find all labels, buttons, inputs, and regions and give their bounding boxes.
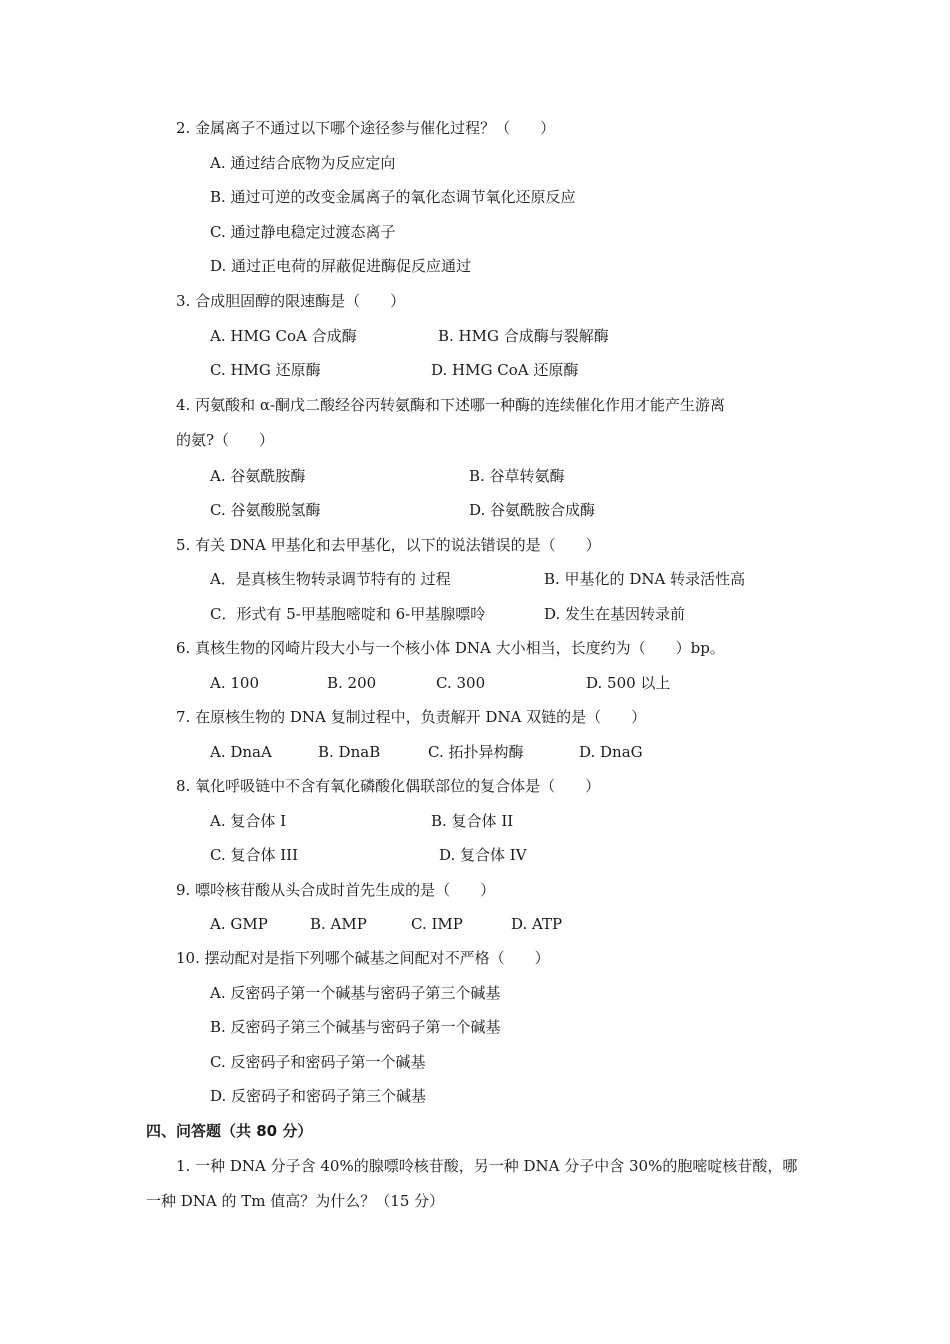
question-7-option-b: B. DnaB bbox=[318, 743, 381, 761]
question-10-option-c: C. 反密码子和密码子第一个碱基 bbox=[210, 1053, 426, 1071]
question-6-option-d: D. 500 以上 bbox=[586, 674, 671, 692]
question-9-options-row bbox=[210, 914, 770, 934]
question-3-stem: 3. 合成胆固醇的限速酶是（ ） bbox=[176, 292, 406, 310]
question-2-option-d: D. 通过正电荷的屏蔽促进酶促反应通过 bbox=[210, 257, 472, 275]
question-8-options-row-1 bbox=[210, 811, 770, 831]
question-8-option-c: C. 复合体 III bbox=[210, 846, 299, 864]
question-6-option-c: C. 300 bbox=[436, 674, 486, 692]
question-7-option-a: A. DnaA bbox=[210, 743, 272, 761]
question-4-options-row-1 bbox=[210, 466, 810, 486]
question-8-option-b: B. 复合体 II bbox=[431, 812, 514, 830]
question-8-options-row-2 bbox=[210, 845, 770, 865]
question-9-option-d: D. ATP bbox=[511, 915, 563, 933]
question-7-options-row bbox=[210, 742, 770, 762]
question-3-option-a: A. HMG CoA 合成酶 bbox=[210, 327, 357, 345]
question-4-option-c: C. 谷氨酸脱氢酶 bbox=[210, 501, 321, 519]
question-4-option-d: D. 谷氨酰胺合成酶 bbox=[469, 501, 596, 519]
question-4-stem-continued: 的氨?（ ） bbox=[176, 431, 275, 449]
question-5-option-a: A．是真核生物转录调节特有的 过程 bbox=[210, 570, 451, 588]
question-9-option-b: B. AMP bbox=[310, 915, 367, 933]
question-9-option-c: C. IMP bbox=[411, 915, 463, 933]
question-7-option-d: D. DnaG bbox=[579, 743, 643, 761]
question-6-options-row bbox=[210, 673, 770, 693]
question-2-option-b: B. 通过可逆的改变金属离子的氧化态调节氧化还原反应 bbox=[210, 188, 576, 206]
question-9-option-a: A. GMP bbox=[210, 915, 268, 933]
question-10-option-b: B. 反密码子第三个碱基与密码子第一个碱基 bbox=[210, 1018, 501, 1036]
question-2-option-c: C. 通过静电稳定过渡态离子 bbox=[210, 223, 396, 241]
question-6-option-a: A. 100 bbox=[210, 674, 259, 692]
question-10-option-a: A. 反密码子第一个碱基与密码子第三个碱基 bbox=[210, 984, 501, 1002]
question-4-option-b: B. 谷草转氨酶 bbox=[469, 467, 565, 485]
question-2-option-a: A. 通过结合底物为反应定向 bbox=[210, 154, 396, 172]
question-3-option-b: B. HMG 合成酶与裂解酶 bbox=[438, 327, 609, 345]
question-5-stem: 5. 有关 DNA 甲基化和去甲基化，以下的说法错误的是（ ） bbox=[176, 536, 601, 554]
question-10-stem: 10. 摆动配对是指下列哪个碱基之间配对不严格（ ） bbox=[176, 949, 550, 967]
question-3-option-c: C. HMG 还原酶 bbox=[210, 361, 321, 379]
question-8-stem: 8. 氧化呼吸链中不含有氧化磷酸化偶联部位的复合体是（ ） bbox=[176, 777, 601, 795]
section-4-question-1: 1. 一种 DNA 分子含 40%的腺嘌呤核苷酸，另一种 DNA 分子中含 30%的胞嘧啶核苷酸，哪 bbox=[176, 1157, 798, 1175]
question-2-stem: 2. 金属离子不通过以下哪个途径参与催化过程？（ ） bbox=[176, 119, 556, 137]
question-6-stem: 6. 真核生物的冈崎片段大小与一个核小体 DNA 大小相当，长度约为（ ）bp。 bbox=[176, 639, 725, 657]
question-5-option-c: C．形式有 5-甲基胞嘧啶和 6-甲基腺嘌呤 bbox=[210, 605, 486, 623]
question-4-options-row-2 bbox=[210, 500, 810, 520]
question-3-options-row-2 bbox=[210, 360, 770, 380]
question-9-stem: 9. 嘌呤核苷酸从头合成时首先生成的是（ ） bbox=[176, 881, 496, 899]
question-3-option-d: D. HMG CoA 还原酶 bbox=[431, 361, 579, 379]
question-8-option-d: D. 复合体 IV bbox=[439, 846, 527, 864]
question-8-option-a: A. 复合体 I bbox=[210, 812, 287, 830]
section-4-question-1-continued: 一种 DNA 的 Tm 值高？为什么？（15 分） bbox=[146, 1192, 445, 1210]
question-5-options-row-1 bbox=[210, 569, 810, 589]
question-6-option-b: B. 200 bbox=[327, 674, 377, 692]
question-3-options-row-1 bbox=[210, 326, 770, 346]
question-7-option-c: C. 拓扑异构酶 bbox=[428, 743, 524, 761]
question-4-stem: 4. 丙氨酸和 α-酮戊二酸经谷丙转氨酶和下述哪一种酶的连续催化作用才能产生游离 bbox=[176, 396, 726, 414]
section-4-title: 四、问答题（共 80 分） bbox=[146, 1122, 313, 1140]
question-10-option-d: D. 反密码子和密码子第三个碱基 bbox=[210, 1087, 427, 1105]
question-5-options-row-2 bbox=[210, 604, 810, 624]
question-7-stem: 7. 在原核生物的 DNA 复制过程中，负责解开 DNA 双链的是（ ） bbox=[176, 708, 647, 726]
question-5-option-b: B. 甲基化的 DNA 转录活性高 bbox=[544, 570, 746, 588]
question-4-option-a: A. 谷氨酰胺酶 bbox=[210, 467, 306, 485]
question-5-option-d: D. 发生在基因转录前 bbox=[544, 605, 686, 623]
